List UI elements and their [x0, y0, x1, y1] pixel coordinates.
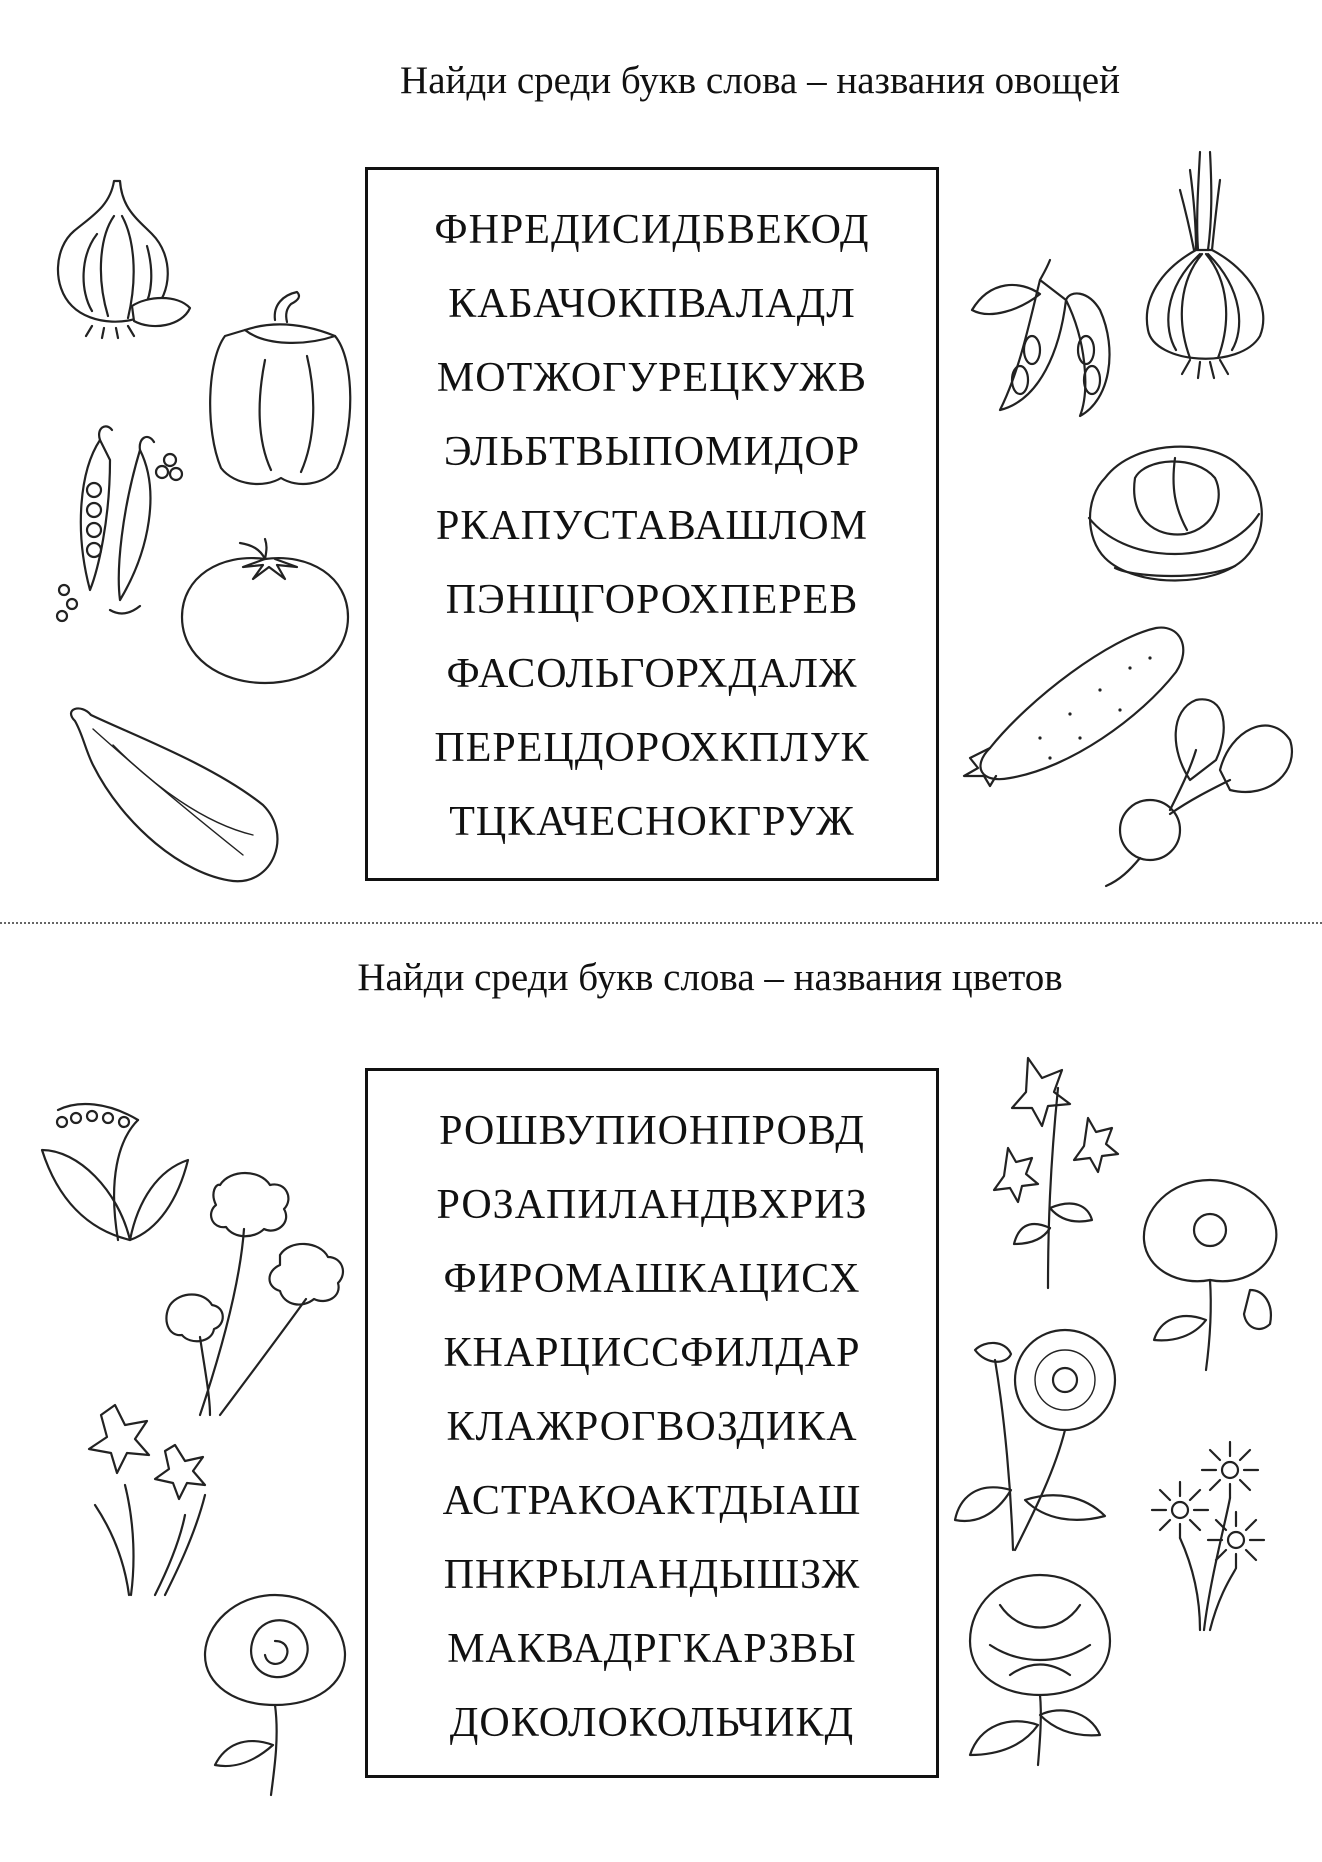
grid-row: РКАПУСТАВАШЛОМ: [436, 503, 868, 549]
grid-row: КАБАЧОКПВАЛАДЛ: [448, 281, 856, 327]
grid-row: РОШВУПИОНПРОВД: [439, 1108, 865, 1154]
grid-row: ЭЛЬБТВЫПОМИДОР: [443, 429, 861, 475]
dotted-separator: [0, 922, 1322, 924]
poppy-icon: [1140, 1170, 1280, 1370]
grid-row: МОТЖОГУРЕЦКУЖВ: [436, 355, 868, 401]
grid-row: ПЭНЩГОРОХПЕРЕВ: [445, 577, 859, 623]
grid-row: МАКВАДРГКАРЗВЫ: [447, 1626, 857, 1672]
grid-row: ФАСОЛЬГОРХДАЛЖ: [446, 651, 858, 697]
grid-row: ПНКРЫЛАНДЫШЗЖ: [443, 1552, 861, 1598]
flowers-title: Найди среди букв слова – названия цветов: [357, 956, 1063, 999]
narcissus-icon: [75, 1385, 225, 1595]
grid-row: ФНРЕДИСИДБВЕКОД: [434, 207, 870, 253]
flowers-letter-grid: [365, 1068, 939, 1778]
rose-icon: [195, 1585, 355, 1795]
onion-icon: [1140, 150, 1270, 390]
garlic-icon: [52, 176, 192, 336]
radish-icon: [1080, 690, 1300, 890]
grid-row: РОЗАПИЛАНДВХРИЗ: [436, 1182, 868, 1228]
grid-row: ДОКОЛОКОЛЬЧИКД: [449, 1700, 855, 1746]
grid-row: АСТРАКОАКТДЫАШ: [442, 1478, 862, 1524]
grid-row: ТЦКАЧЕСНОКГРУЖ: [449, 799, 855, 845]
tomato-icon: [180, 537, 350, 687]
vegetables-letter-grid: [365, 167, 939, 881]
cabbage-icon: [1075, 418, 1270, 593]
bellflower-icon: [988, 1048, 1128, 1288]
daisy-icon: [1140, 1440, 1290, 1630]
carnation-icon: [160, 1165, 360, 1415]
grid-row: ПЕРЕЦДОРОХКПЛУК: [434, 725, 870, 771]
aster-icon: [955, 1320, 1130, 1550]
grid-row: ФИРОМАШКАЦИСХ: [443, 1256, 861, 1302]
pepper-icon: [205, 290, 355, 490]
beans-icon: [970, 250, 1120, 420]
peony-icon: [960, 1565, 1120, 1765]
zucchini-icon: [63, 705, 283, 885]
peas-icon: [50, 420, 190, 630]
vegetables-title: Найди среди букв слова – названия овощей: [400, 59, 1120, 102]
grid-row: КЛАЖРОГВОЗДИКА: [446, 1404, 858, 1450]
grid-row: КНАРЦИССФИЛДАР: [443, 1330, 861, 1376]
